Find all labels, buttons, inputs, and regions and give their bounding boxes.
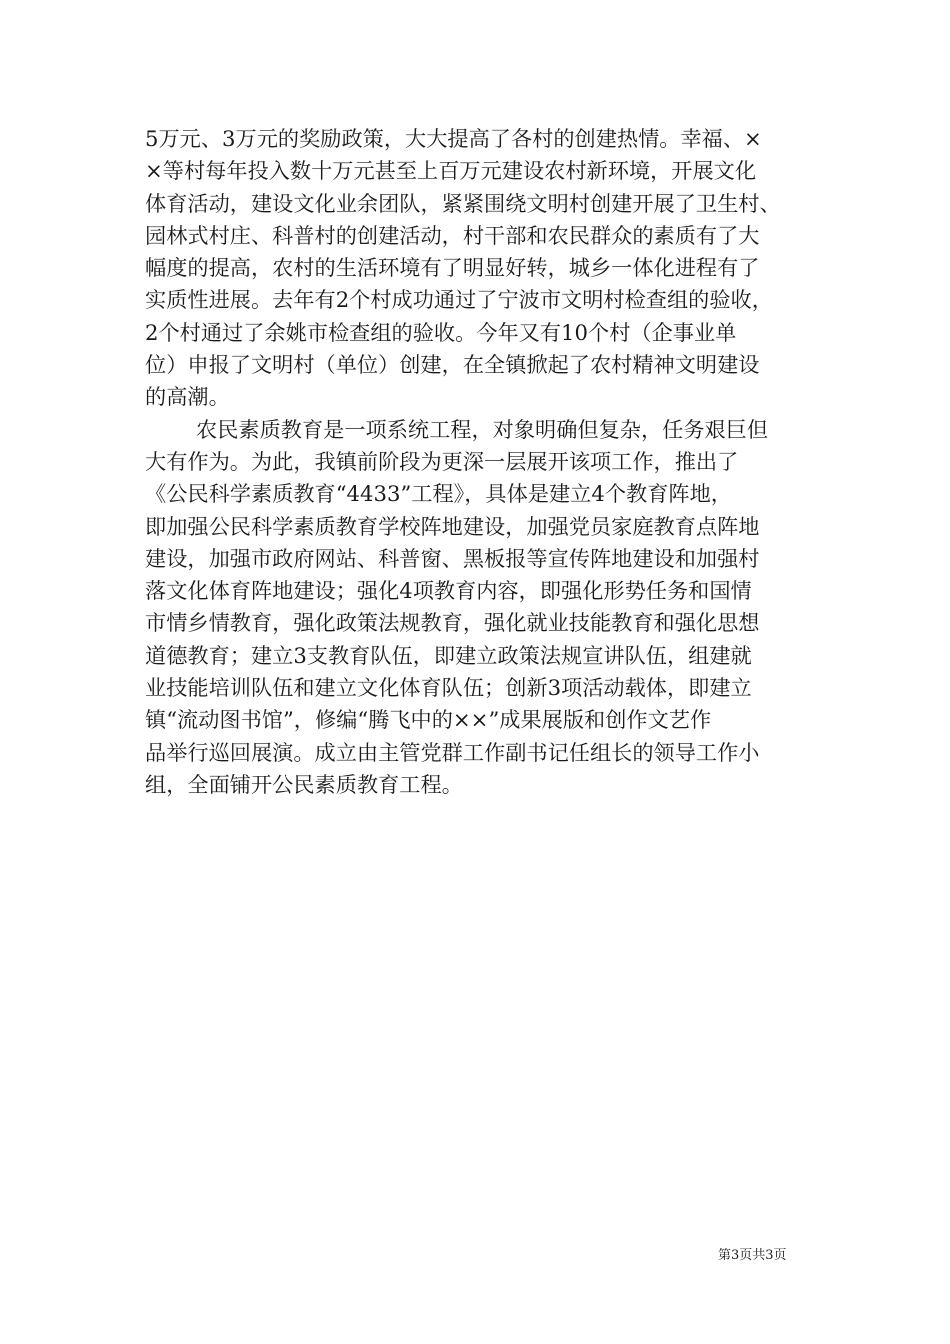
text-line: 道德教育；建立3支教育队伍，即建立政策法规宣讲队伍，组建就 bbox=[145, 642, 752, 668]
text-line: 体育活动，建设文化业余团队，紧紧围绕文明村创建开展了卫生村、 bbox=[145, 190, 781, 216]
text-line: 2个村通过了余姚市检查组的验收。今年又有10个村（企事业单 bbox=[145, 319, 737, 345]
text-line: 市情乡情教育，强化政策法规教育，强化就业技能教育和强化思想 bbox=[145, 610, 760, 636]
text-line: 位）申报了文明村（单位）创建，在全镇掀起了农村精神文明建设 bbox=[145, 352, 760, 378]
text-line: ×等村每年投入数十万元甚至上百万元建设农村新环境，开展文化 bbox=[145, 158, 757, 184]
paragraph-1 bbox=[145, 123, 825, 414]
document-body bbox=[145, 123, 825, 801]
text-line: 的高潮。 bbox=[145, 384, 230, 410]
text-line: 大有作为。为此，我镇前阶段为更深一层展开该项工作，推出了 bbox=[145, 448, 739, 474]
text-line: 落文化体育阵地建设；强化4项教育内容，即强化形势任务和国情 bbox=[145, 578, 752, 604]
text-line: 《公民科学素质教育“4433”工程》，具体是建立4个教育阵地， bbox=[145, 481, 732, 507]
text-line: 镇“流动图书馆”，修编“腾飞中的××”成果展版和创作文艺作 bbox=[145, 707, 712, 733]
text-line: 建设，加强市政府网站、科普窗、黑板报等宣传阵地建设和加强村 bbox=[145, 545, 760, 571]
text-line: 5万元、3万元的奖励政策，大大提高了各村的创建热情。幸福、× bbox=[145, 126, 762, 151]
text-line: 品举行巡回展演。成立由主管党群工作副书记任组长的领导工作小 bbox=[145, 739, 760, 765]
text-line: 组，全面铺开公民素质教育工程。 bbox=[145, 771, 463, 797]
text-line: 幅度的提高，农村的生活环境有了明显好转，城乡一体化进程有了 bbox=[145, 255, 760, 281]
text-line: 实质性进展。去年有2个村成功通过了宁波市文明村检查组的验收， bbox=[145, 287, 773, 313]
text-line: 即加强公民科学素质教育学校阵地建设，加强党员家庭教育点阵地 bbox=[145, 513, 760, 539]
text-line: 园林式村庄、科普村的创建活动，村干部和农民群众的素质有了大 bbox=[145, 222, 760, 248]
text-line: 业技能培训队伍和建立文化体育队伍；创新3项活动载体，即建立 bbox=[145, 675, 752, 701]
page-number: 第3页共3页 bbox=[718, 1248, 787, 1263]
text-line: 农民素质教育是一项系统工程，对象明确但复杂，任务艰巨但 bbox=[196, 416, 769, 442]
paragraph-2 bbox=[145, 414, 825, 802]
